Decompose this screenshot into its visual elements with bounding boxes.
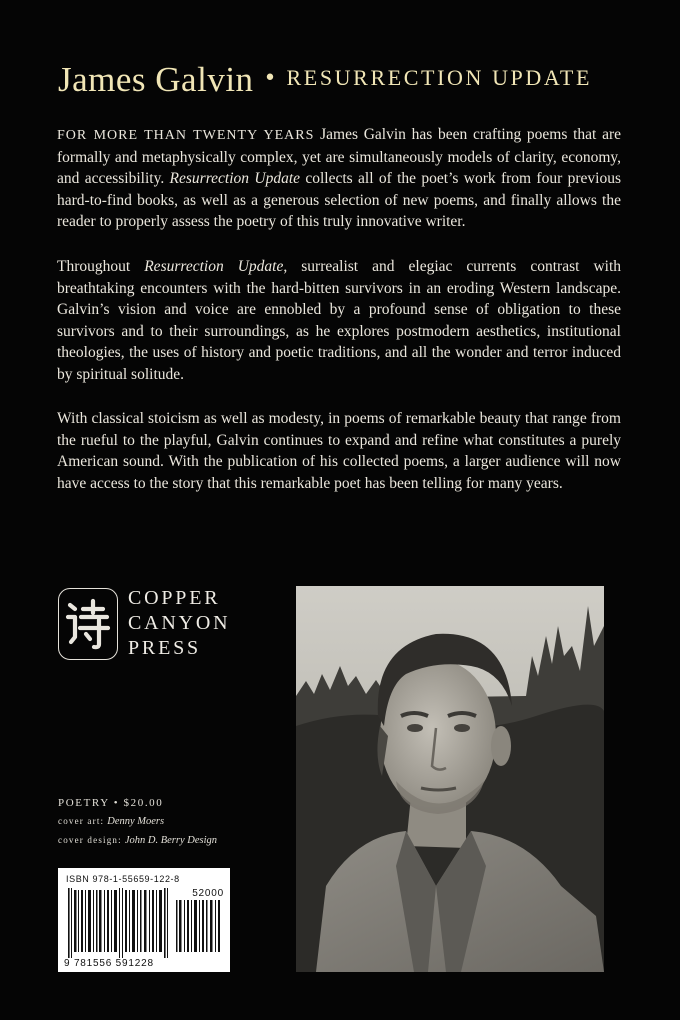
credit-label: cover design: [58, 835, 122, 845]
author-name: James Galvin [58, 60, 254, 99]
publisher-line: COPPER [128, 587, 221, 609]
author-photo [296, 586, 604, 972]
author-portrait-photo [296, 586, 604, 972]
poetry-character-icon [65, 595, 111, 653]
publisher-name [128, 586, 230, 661]
book-title-inline: Resurrection Update [169, 170, 301, 188]
cover-design-credit [58, 831, 217, 850]
blurb-text: collects all of the poet’s work from four previous hard-to-find books, as well as a generous selection of new poems, and finally allows the reader to properly assess the poetry of this truly innovative writer. [57, 170, 621, 231]
blurb-paragraph-3: With classical stoicism as well as modesty, in poems of remarkable beauty that range from the rueful to the playful, Galvin continues to expand and refine what constitutes a purely American sound. With the publication of his collected poems, a larger audience will now have access to the story that this remarkable poet has been telling for many years. [57, 410, 621, 492]
isbn-barcode [58, 868, 230, 972]
credit-label: cover art: [58, 816, 105, 826]
publisher-line: PRESS [128, 637, 201, 659]
isbn-text: ISBN 978-1-55659-122-8 [66, 874, 180, 884]
barcode-bars [58, 868, 230, 972]
book-title-inline: Resurrection Update [144, 258, 284, 275]
blurb-text: Throughout [57, 258, 145, 275]
book-title: RESURRECTION UPDATE [286, 65, 593, 90]
publisher-line: CANYON [128, 612, 231, 634]
publisher-logo [58, 588, 118, 660]
genre-price: POETRY • $20.00 [58, 797, 164, 809]
title-separator: • [263, 66, 277, 91]
blurb-lead-in: FOR MORE THAN TWENTY YEARS [57, 128, 315, 143]
blurb-text: , surrealist and elegiac currents contrast with breathtaking encounters with the hard-bitten survivors in an eroding Western landscape. Galvin’s vision and voice are ennobled by a profound sense of obligation to these survivors and to their surroundings, as he explores postmodern aesthetics, institutional theologies, the uses of history and poetic traditions, and all the wonder and terror induced by spiritual solitude. [57, 258, 622, 383]
cover-art-credit [58, 812, 217, 831]
credit-name: John D. Berry Design [124, 835, 217, 846]
blurb-paragraph-2 [57, 256, 621, 386]
barcode-number: 9 781556 591228 [64, 958, 154, 969]
title-line [58, 60, 638, 100]
price-code: 52000 [192, 888, 224, 899]
blurb-text: James Galvin has been crafting poems that are formally and metaphysically complex, yet are simultaneously models of clarity, economy, and accessibility. [57, 126, 621, 188]
credits [58, 794, 217, 850]
blurb-paragraph-1 [57, 124, 621, 233]
credit-name: Denny Moers [107, 816, 165, 827]
